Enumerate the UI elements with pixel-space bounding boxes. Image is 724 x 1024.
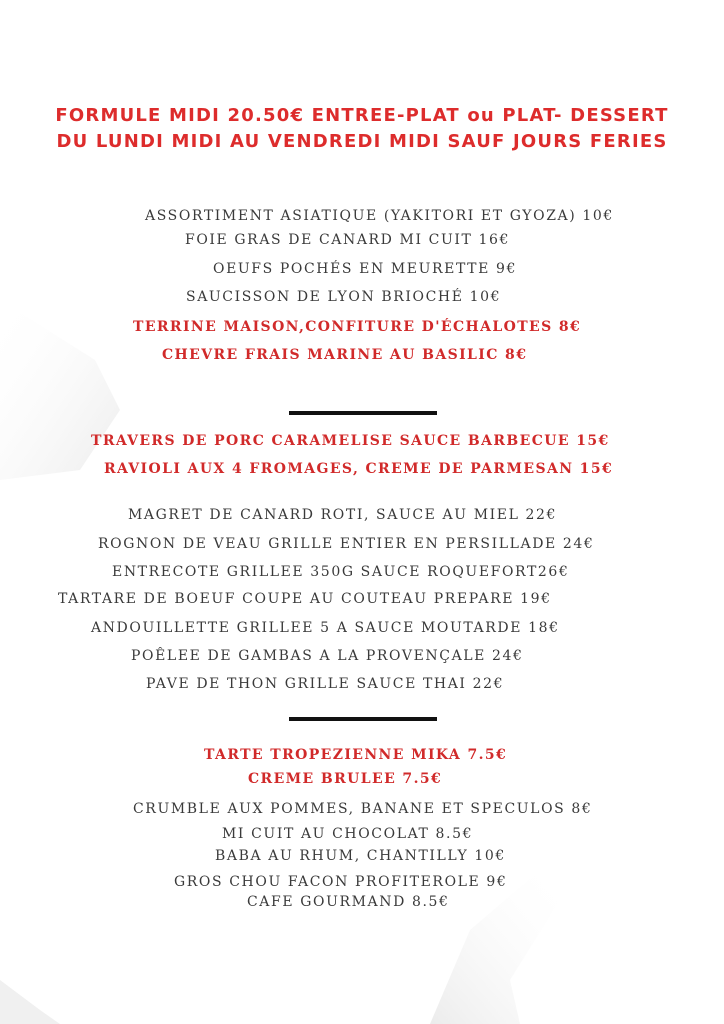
menu-item: FOIE GRAS DE CANARD MI CUIT 16€ — [185, 232, 511, 248]
menu-item-featured: TERRINE MAISON,CONFITURE D'ÉCHALOTES 8€ — [133, 319, 582, 335]
menu-item-featured: TARTE TROPEZIENNE MIKA 7.5€ — [204, 747, 508, 763]
formula-title: FORMULE MIDI 20.50€ ENTREE-PLAT ou PLAT- DESSERT — [55, 105, 669, 126]
menu-item: TARTARE DE BOEUF COUPE AU COUTEAU PREPARE 19€ — [58, 591, 552, 607]
menu-item: PAVE DE THON GRILLE SAUCE THAI 22€ — [146, 676, 505, 692]
section-divider — [289, 717, 437, 721]
menu-item-featured: CHEVRE FRAIS MARINE AU BASILIC 8€ — [162, 347, 528, 363]
menu-item: ANDOUILLETTE GRILLEE 5 A SAUCE MOUTARDE 18€ — [91, 620, 560, 636]
menu-item: OEUFS POCHÉS EN MEURETTE 9€ — [213, 261, 517, 277]
section-divider — [289, 411, 437, 415]
menu-item: ASSORTIMENT ASIATIQUE (YAKITORI ET GYOZA) 10€ — [145, 208, 614, 224]
menu-item: ENTRECOTE GRILLEE 350G SAUCE ROQUEFORT26€ — [112, 564, 570, 580]
menu-item: CAFE GOURMAND 8.5€ — [247, 894, 450, 910]
menu-item: BABA AU RHUM, CHANTILLY 10€ — [215, 848, 506, 864]
menu-item-featured: RAVIOLI AUX 4 FROMAGES, CREME DE PARMESAN 15€ — [104, 461, 614, 477]
menu-item: ROGNON DE VEAU GRILLE ENTIER EN PERSILLADE 24€ — [98, 536, 595, 552]
menu-item: CRUMBLE AUX POMMES, BANANE ET SPECULOS 8€ — [133, 801, 593, 817]
menu-item: POÊLEE DE GAMBAS A LA PROVENÇALE 24€ — [131, 648, 524, 664]
menu-item-featured: CREME BRULEE 7.5€ — [248, 771, 443, 787]
menu-item: GROS CHOU FACON PROFITEROLE 9€ — [174, 874, 508, 890]
formula-subtitle: DU LUNDI MIDI AU VENDREDI MIDI SAUF JOURS FERIES — [56, 131, 668, 152]
menu-item: SAUCISSON DE LYON BRIOCHÉ 10€ — [186, 289, 502, 305]
menu-item: MI CUIT AU CHOCOLAT 8.5€ — [222, 826, 474, 842]
menu-item: MAGRET DE CANARD ROTI, SAUCE AU MIEL 22€ — [128, 507, 558, 523]
menu-item-featured: TRAVERS DE PORC CARAMELISE SAUCE BARBECUE 15€ — [91, 433, 610, 449]
